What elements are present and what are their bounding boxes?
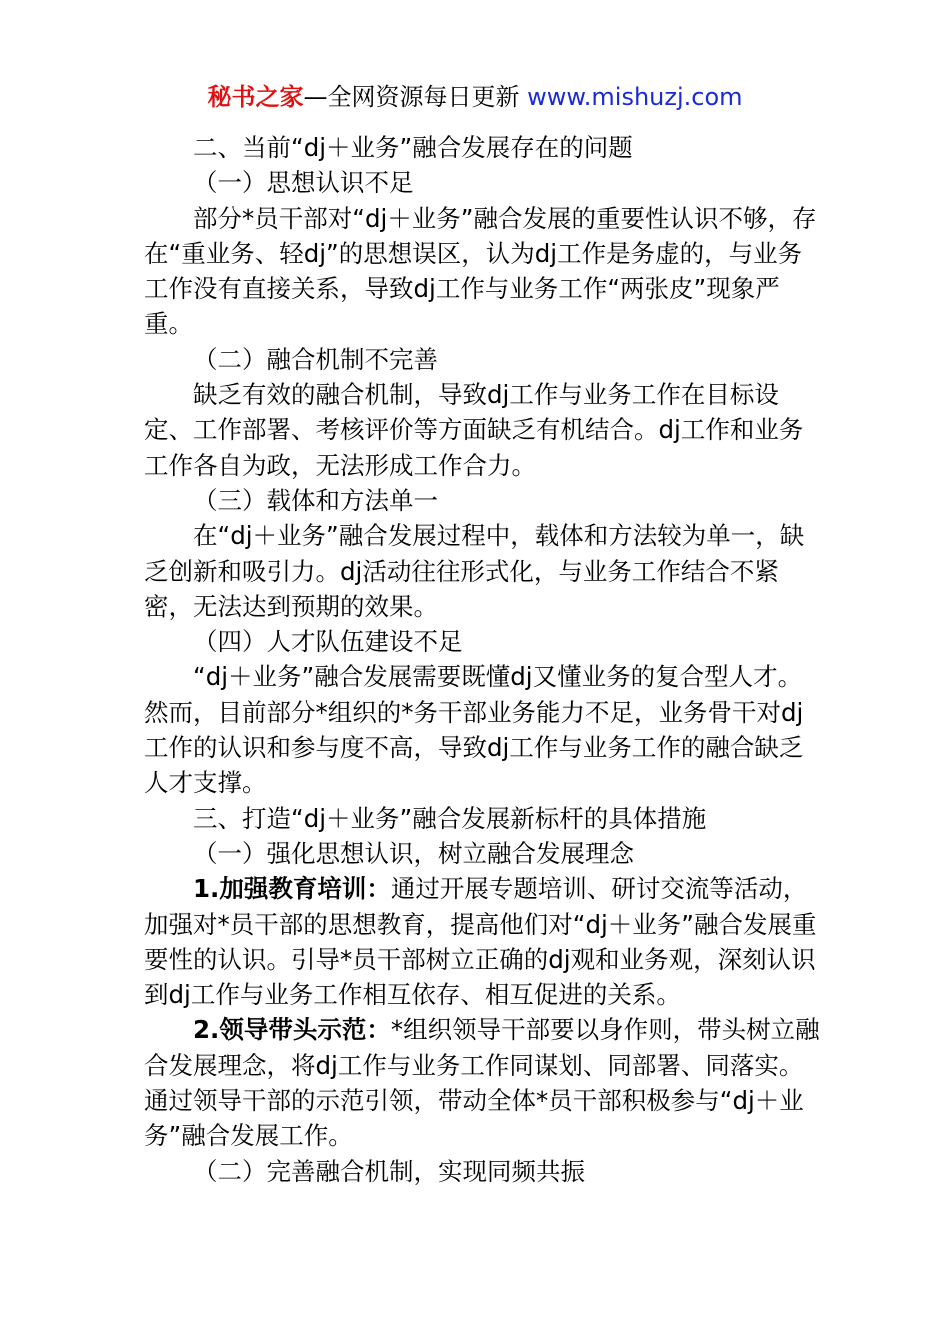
item-lead-education: 1.加强教育培训： (193, 874, 391, 904)
section-heading-2: 二、当前“dj＋业务”融合发展存在的问题 (193, 133, 633, 162)
subheading-3-2: （二）完善融合机制，实现同频共振 (193, 1156, 585, 1186)
site-brand: 秘书之家 (207, 83, 304, 111)
paragraph-2-1: 部分*员干部对“dj＋业务”融合发展的重要性认识不够，存在“重业务、轻dj”的思想误区，认为dj工作是务虚的，与业务工作没有直接关系，导致dj工作与业务工作“两张皮”现象严重。 (144, 203, 817, 339)
item-lead-leadership: 2.领导带头示范： (193, 1015, 391, 1045)
paragraph-3-1-2 (144, 1012, 824, 1153)
site-header (0, 82, 950, 112)
subheading-2-2: （二）融合机制不完善 (193, 344, 438, 374)
paragraph-3-1-1 (144, 871, 824, 1012)
site-url-link[interactable]: www.mishuzj.com (527, 83, 743, 111)
section-heading-3: 三、打造“dj＋业务”融合发展新标杆的具体措施 (193, 803, 707, 833)
subheading-2-1: （一）思想认识不足 (193, 168, 414, 198)
subheading-2-4: （四）人才队伍建设不足 (193, 627, 463, 657)
site-tagline: —全网资源每日更新 (303, 83, 528, 111)
subheading-2-3: （三）载体和方法单一 (193, 485, 438, 515)
subheading-3-1: （一）强化思想认识，树立融合发展理念 (193, 838, 634, 868)
paragraph-2-3: 在“dj＋业务”融合发展过程中，载体和方法较为单一，缺乏创新和吸引力。dj活动往往形式化，与业务工作结合不紧密，无法达到预期的效果。 (144, 521, 805, 621)
paragraph-2-2: 缺乏有效的融合机制，导致dj工作与业务工作在目标设定、工作部署、考核评价等方面缺乏有机结合。dj工作和业务工作各自为政，无法形成工作合力。 (144, 380, 804, 480)
document-body (144, 130, 824, 1189)
item-text-education: 通过开展专题培训、研讨交流等活动，加强对*员干部的思想教育，提高他们对“dj＋业务”融合发展重要性的认识。引导*员干部树立正确的dj观和业务观，深刻认识到dj工作与业务工作相互依存、相互促进的关系。 (144, 874, 817, 1010)
paragraph-2-4: “dj＋业务”融合发展需要既懂dj又懂业务的复合型人才。然而，目前部分*组织的*务干部业务能力不足，业务骨干对dj工作的认识和参与度不高，导致dj工作与业务工作的融合缺乏人才支撑。 (144, 662, 804, 798)
item-text-leadership: *组织领导干部要以身作则，带头树立融合发展理念，将dj工作与业务工作同谋划、同部署、同落实。通过领导干部的示范引领，带动全体*员干部积极参与“dj＋业务”融合发展工作。 (144, 1015, 820, 1151)
